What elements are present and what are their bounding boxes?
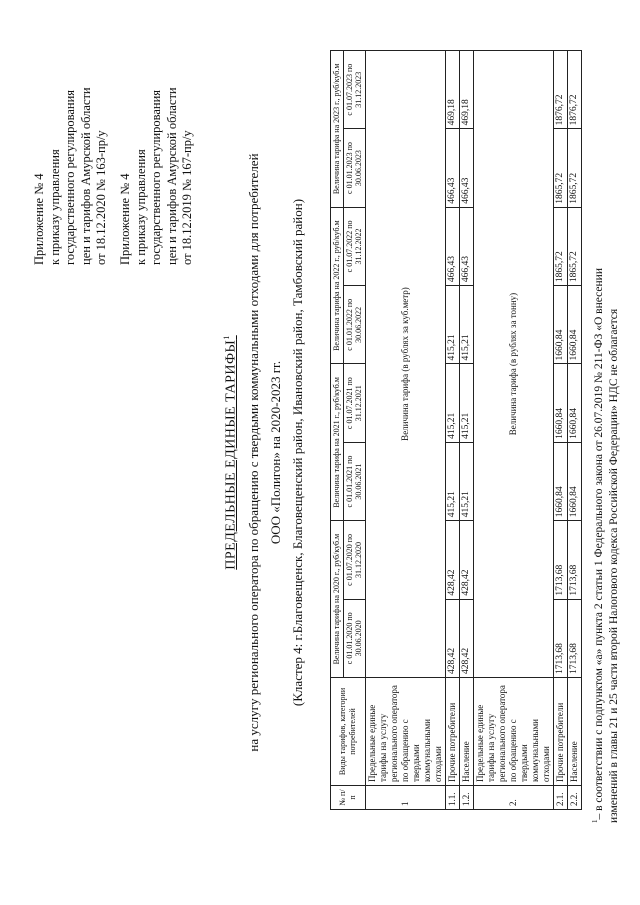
annex-line: к приказу управления	[47, 149, 62, 265]
header-period: с 01.07.2021 по 31.12.2021	[343, 364, 365, 442]
header-num: № п/п	[331, 786, 366, 810]
value-cell: 1660,84	[567, 442, 581, 520]
section-row	[365, 51, 445, 810]
header-year: Величина тарифа на 2023 г., руб/куб.м	[331, 51, 344, 208]
row-name: Население	[567, 678, 581, 786]
table-row	[567, 51, 581, 810]
title-footnote-mark: 1	[222, 335, 231, 340]
value-cell: 1660,84	[553, 442, 567, 520]
value-cell: 1713,68	[567, 521, 581, 599]
value-cell: 1660,84	[567, 364, 581, 442]
footnote	[588, 268, 622, 823]
value-cell: 1660,84	[553, 364, 567, 442]
value-cell: 415,21	[459, 442, 473, 520]
header-year: Величина тарифа на 2022 г., руб/куб.м	[331, 207, 344, 364]
document-title	[222, 0, 240, 905]
section-name: Предельные единые тарифы на услугу регионального оператора по обращению с твердыми коммунальными отходами	[365, 678, 445, 786]
annex-line: цен и тарифов Амурской области	[164, 87, 179, 265]
value-cell: 1713,68	[553, 521, 567, 599]
header-period: с 01.01.2023 по 30.06.2023	[343, 129, 365, 207]
footnote-text-1: – в соответствии с подпунктом «а» пункта 2 статьи 1 Федерального закона от 26.07.2019 № 211-ФЗ «О внесении	[592, 268, 605, 820]
annex-line: цен и тарифов Амурской области	[78, 87, 93, 265]
unit-label: Величина тарифа (в рублях за куб.метр)	[365, 51, 445, 678]
value-cell: 428,42	[459, 521, 473, 599]
tariff-table	[330, 50, 582, 810]
value-cell: 1660,84	[567, 286, 581, 364]
value-cell: 466,43	[445, 207, 459, 285]
value-cell: 1865,72	[553, 207, 567, 285]
title-line-2: на услугу регионального оператора по обращению с твердыми коммунальными отходами для потребителей	[246, 153, 261, 752]
value-cell: 1713,68	[567, 599, 581, 677]
value-cell: 466,43	[459, 207, 473, 285]
header-period: с 01.01.2021 по 30.06.2021	[343, 442, 365, 520]
footnote-text-2: изменений в главы 21 и 25 части второй Налогового кодекса Российской Федерации» НДС не облагается	[607, 308, 620, 823]
footnote-line-1	[588, 268, 607, 823]
row-name: Население	[459, 678, 473, 786]
value-cell: 415,21	[459, 286, 473, 364]
value-cell: 1876,72	[567, 51, 581, 129]
header-period: с 01.07.2020 по 31.12.2020	[343, 521, 365, 599]
value-cell: 415,21	[445, 286, 459, 364]
annex-line: от 18.12.2019 № 167-пр/у	[180, 130, 194, 265]
section-name: Предельные единые тарифы на услугу регионального оператора по обращению с твердыми коммунальными отходами	[473, 678, 553, 786]
footnote-mark: 1	[591, 819, 599, 823]
title-line-3: ООО «Полигон» на 2020-2023 гг.	[268, 360, 283, 545]
value-cell: 466,43	[459, 129, 473, 207]
table-header-row	[331, 51, 344, 810]
value-cell: 469,18	[445, 51, 459, 129]
value-cell: 469,18	[459, 51, 473, 129]
value-cell: 466,43	[445, 129, 459, 207]
value-cell: 415,21	[459, 364, 473, 442]
header-kind: Виды тарифов, категории потребителей	[331, 678, 366, 786]
header-period: с 01.01.2022 по 30.06.2022	[343, 286, 365, 364]
table-row	[445, 51, 459, 810]
value-cell: 1876,72	[553, 51, 567, 129]
annex-line: от 18.12.2020 № 163-пр/у	[94, 130, 108, 265]
value-cell: 1713,68	[553, 599, 567, 677]
annex-line: к приказу управления	[133, 149, 148, 265]
value-cell: 428,42	[445, 599, 459, 677]
table-row	[459, 51, 473, 810]
annex-line: государственного регулирования	[149, 89, 163, 265]
header-period: с 01.01.2020 по 30.06.2020	[343, 599, 365, 677]
title-line-4: (Кластер 4: г.Благовещенск, Благовещенский район, Ивановский район, Тамбовский район)	[290, 198, 305, 707]
annex-line: государственного регулирования	[63, 89, 77, 265]
value-cell: 415,21	[445, 364, 459, 442]
value-cell: 1865,72	[567, 207, 581, 285]
value-cell: 428,42	[459, 599, 473, 677]
header-year: Величина тарифа на 2020 г., руб/куб.м	[331, 521, 344, 678]
section-row	[473, 51, 553, 810]
row-name: Прочие потребители	[553, 678, 567, 786]
value-cell: 428,42	[445, 521, 459, 599]
header-period: с 01.07.2022 по 31.12.2022	[343, 207, 365, 285]
row-num: 2.1.	[553, 786, 567, 810]
unit-label: Величина тарифа (в рублях за тонну)	[473, 51, 553, 678]
row-num: 1.1.	[445, 786, 459, 810]
row-name: Прочие потребители	[445, 678, 459, 786]
annex-note-2020	[32, 87, 110, 265]
header-year: Величина тарифа на 2021 г., руб/куб.м	[331, 364, 344, 521]
annex-note-2019	[118, 87, 196, 265]
table-row	[553, 51, 567, 810]
section-num: 2.	[473, 786, 553, 810]
value-cell: 415,21	[445, 442, 459, 520]
value-cell: 1865,72	[553, 129, 567, 207]
title-main: ПРЕДЕЛЬНЫЕ ЕДИНЫЕ ТАРИФЫ	[223, 339, 239, 570]
value-cell: 1660,84	[553, 286, 567, 364]
section-num: 1	[365, 786, 445, 810]
annex-line: Приложение № 4	[32, 173, 46, 265]
row-num: 2.2.	[567, 786, 581, 810]
row-num: 1.2.	[459, 786, 473, 810]
annex-line: Приложение № 4	[118, 173, 132, 265]
value-cell: 1865,72	[567, 129, 581, 207]
header-period: с 01.07.2023 по 31.12.2023	[343, 51, 365, 129]
